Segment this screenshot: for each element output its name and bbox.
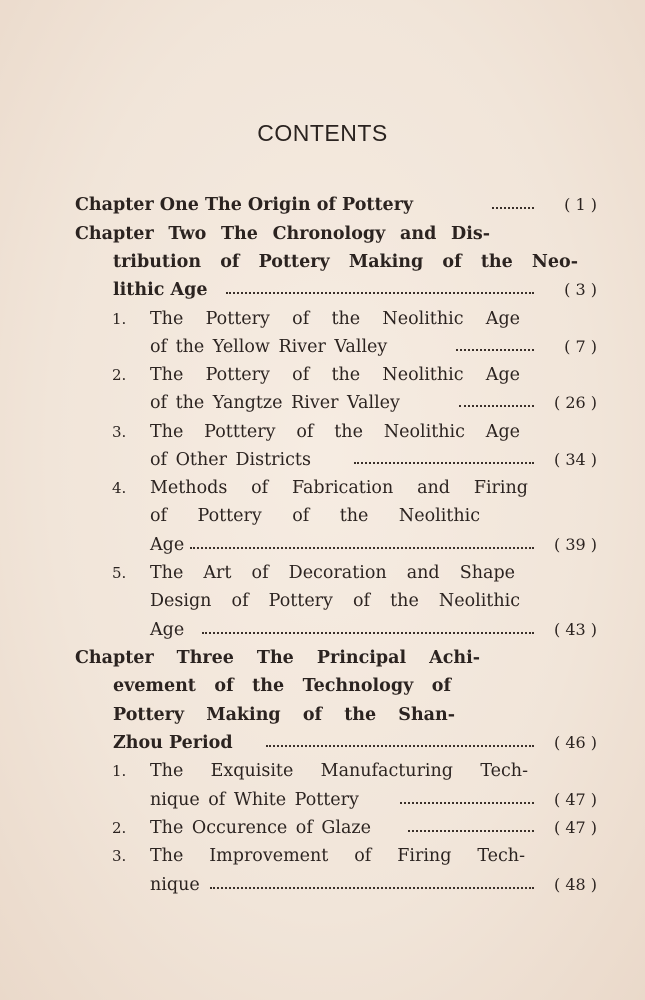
toc-entry-chapter-one: Chapter One The Origin of Pottery <box>75 195 414 215</box>
page-number: ( 43 ) <box>553 620 597 639</box>
page-number: ( 26 ) <box>553 393 597 412</box>
dot-leader <box>262 729 538 757</box>
dot-leader <box>488 191 538 219</box>
toc-entry-4-line-1: Methods of Fabrication and Firing <box>150 478 528 498</box>
section-number: 3. <box>112 423 127 441</box>
toc-entry-5-line-1: The Art of Decoration and Shape <box>150 563 515 583</box>
toc-entry-3-line-1: The Potttery of the Neolithic Age <box>150 422 520 442</box>
page-number: ( 39 ) <box>553 535 597 554</box>
toc-entry-3-line-1: The Improvement of Firing Tech- <box>150 846 525 866</box>
dot-leader <box>350 446 538 474</box>
dot-leader <box>452 333 538 361</box>
toc-entry-3-line-2: nique <box>150 875 200 895</box>
toc-entry-1-line-2: of the Yellow River Valley <box>150 337 388 357</box>
toc-entry-5-line-3: Age <box>150 620 185 640</box>
toc-entry-chapter-three-line-3: Pottery Making of the Shan- <box>113 705 455 725</box>
dot-leader <box>186 531 538 559</box>
dot-leader <box>396 786 538 814</box>
toc-entry-1-line-2: nique of White Pottery <box>150 790 359 810</box>
page-number: ( 1 ) <box>564 195 597 214</box>
page-number: ( 47 ) <box>553 790 597 809</box>
toc-entry-chapter-two-line-1: Chapter Two The Chronology and Dis- <box>75 224 490 244</box>
section-number: 1. <box>112 310 127 328</box>
toc-entry-4-line-3: Age <box>150 535 185 555</box>
page-number: ( 34 ) <box>553 450 597 469</box>
section-number: 1. <box>112 762 127 780</box>
toc-entry-1-line-1: The Exquisite Manufacturing Tech- <box>150 761 528 781</box>
toc-entry-chapter-three-line-1: Chapter Three The Principal Achi- <box>75 648 480 668</box>
page-number: ( 46 ) <box>553 733 597 752</box>
toc-entry-2-line-1: The Occurence of Glaze <box>150 818 371 838</box>
page-number: ( 3 ) <box>564 280 597 299</box>
dot-leader <box>404 814 538 842</box>
toc-entry-2-line-1: The Pottery of the Neolithic Age <box>150 365 520 385</box>
toc-entry-chapter-three-line-2: evement of the Technology of <box>113 676 451 696</box>
dot-leader <box>455 389 538 417</box>
dot-leader <box>222 276 538 304</box>
dot-leader <box>206 871 538 899</box>
toc-entry-3-line-2: of Other Districts <box>150 450 311 470</box>
toc-entry-1-line-1: The Pottery of the Neolithic Age <box>150 309 520 329</box>
section-number: 5. <box>112 564 127 582</box>
dot-leader <box>198 616 538 644</box>
toc-entry-chapter-three-line-4: Zhou Period <box>113 733 233 753</box>
toc-entry-chapter-two-line-2: tribution of Pottery Making of the Neo- <box>113 252 578 272</box>
page-number: ( 7 ) <box>564 337 597 356</box>
section-number: 2. <box>112 819 127 837</box>
section-number: 3. <box>112 847 127 865</box>
page-number: ( 47 ) <box>553 818 597 837</box>
toc-entry-2-line-2: of the Yangtze River Valley <box>150 393 400 413</box>
contents-title: CONTENTS <box>257 120 388 146</box>
page-number: ( 48 ) <box>553 875 597 894</box>
toc-entry-chapter-two-line-3: lithic Age <box>113 280 208 300</box>
toc-entry-4-line-2: of Pottery of the Neolithic <box>150 506 480 526</box>
section-number: 2. <box>112 366 127 384</box>
section-number: 4. <box>112 479 127 497</box>
toc-entry-5-line-2: Design of Pottery of the Neolithic <box>150 591 520 611</box>
